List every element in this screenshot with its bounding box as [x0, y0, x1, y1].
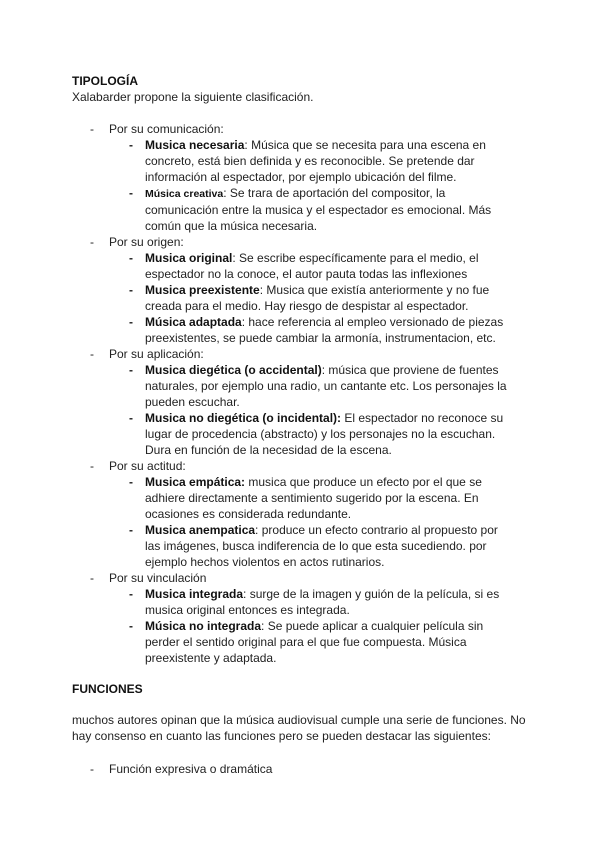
list-item	[109, 618, 532, 666]
group-label: Por su origen:	[109, 235, 184, 249]
term-separator: :	[241, 315, 246, 329]
list-item	[109, 250, 532, 282]
definition: musica que produce un efecto por el que se adhiere directamente a sentimiento sugerido por la escena. En ocasiones es considerada redundante.	[145, 475, 482, 521]
term-separator: :	[321, 363, 326, 377]
bullet-dash: -	[129, 411, 133, 425]
term: Música creativa	[145, 188, 224, 200]
term: Música no integrada	[145, 619, 262, 633]
group-label: Por su vinculación	[109, 571, 207, 585]
list-item	[109, 362, 532, 410]
list-item	[109, 522, 532, 570]
definition: Musica que existía anteriormente y no fue creada para el medio. Hay riesgo de despistar al espectador.	[145, 283, 490, 313]
group-comunicacion	[72, 121, 532, 234]
funciones-intro: muchos autores opinan que la música audiovisual cumple una serie de funciones. No hay consenso en cuanto las funciones pero se pueden destacar las siguientes:	[72, 713, 526, 743]
term: Musica preexistente	[145, 283, 260, 297]
term: Musica integrada	[145, 587, 244, 601]
term-separator: :	[232, 251, 236, 265]
group-vinculacion	[72, 570, 532, 666]
group-label: Por su actitud:	[109, 459, 186, 473]
group-aplicacion	[72, 346, 532, 458]
bullet-dash: -	[90, 459, 94, 473]
definition: Se puede aplicar a cualquier película sin perder el sentido original para el que fue compuesta. Música preexistente y adaptada.	[145, 619, 484, 665]
term: Musica original	[145, 251, 233, 265]
bullet-dash: -	[90, 347, 94, 361]
term-separator: :	[244, 138, 248, 152]
definition: hace referencia al empleo versionado de piezas preexistentes, se puede cambiar la armonía, instrumentacion, etc.	[145, 315, 504, 345]
bullet-dash: -	[90, 571, 94, 585]
bullet-dash: -	[90, 762, 94, 776]
funciones-list	[72, 761, 532, 777]
group-origen	[72, 234, 532, 346]
list-item	[109, 185, 532, 234]
definition: produce un efecto contrario al propuesto por las imágenes, busca indiferencia de lo que esta sucediendo. por ejemplo hechos violentos en actos rutinarios.	[145, 523, 498, 569]
list-item	[109, 586, 532, 618]
term: Musica diegética (o accidental)	[145, 363, 322, 377]
term: Música adaptada	[145, 315, 242, 329]
term-separator: :	[223, 186, 227, 200]
definition: Música que se necesita para una escena en concreto, está bien definida y es reconocible. Se pretende dar información al espectador, por ejemplo ubicación del filme.	[145, 138, 486, 184]
bullet-dash: -	[90, 235, 94, 249]
definition: Se escribe específicamente para el medio, el espectador no la conoce, el autor pauta todas las inflexiones	[145, 251, 479, 281]
list-item	[109, 282, 532, 314]
bullet-dash: -	[129, 587, 133, 601]
bullet-dash: -	[129, 619, 133, 633]
term: Musica no diegética (o incidental):	[145, 411, 342, 425]
list-item	[109, 474, 532, 522]
group-label: Por su comunicación:	[109, 122, 224, 136]
section-title-tipologia: TIPOLOGÍA	[72, 74, 138, 88]
term: Musica anempatica	[145, 523, 256, 537]
definition: música que proviene de fuentes naturales, por ejemplo una radio, un cantante etc. Los personajes la pueden escuchar.	[145, 363, 507, 409]
group-label: Por su aplicación:	[109, 347, 204, 361]
term-separator: :	[243, 587, 247, 601]
term-separator: :	[261, 619, 265, 633]
bullet-dash: -	[129, 186, 133, 200]
list-item	[72, 761, 532, 777]
tipologia-intro: Xalabarder propone la siguiente clasificación.	[72, 90, 314, 104]
classification-list	[72, 121, 532, 666]
bullet-dash: -	[129, 475, 133, 489]
term: Musica empática:	[145, 475, 246, 489]
list-item	[109, 137, 532, 185]
bullet-dash: -	[90, 122, 94, 136]
term-separator: :	[255, 523, 259, 537]
term: Musica necesaria	[145, 138, 245, 152]
bullet-dash: -	[129, 315, 133, 329]
bullet-dash: -	[129, 138, 133, 152]
list-item	[109, 314, 532, 346]
definition: El espectador no reconoce su lugar de procedencia (abstracto) y los personajes no la escuchan. Dura en función de la necesidad de la escena.	[145, 411, 504, 457]
list-item	[109, 410, 532, 458]
bullet-dash: -	[129, 251, 133, 265]
function-label: Función expresiva o dramática	[109, 762, 273, 776]
group-actitud	[72, 458, 532, 570]
definition: surge de la imagen y guión de la película, si es musica original entonces es integrada.	[145, 587, 500, 617]
bullet-dash: -	[129, 523, 133, 537]
bullet-dash: -	[129, 363, 133, 377]
bullet-dash: -	[129, 283, 133, 297]
definition: Se trara de aportación del compositor, la comunicación entre la musica y el espectador es emocional. Más común que la música necesaria.	[145, 186, 492, 233]
section-title-funciones: FUNCIONES	[72, 682, 143, 696]
term-separator: :	[259, 283, 264, 297]
